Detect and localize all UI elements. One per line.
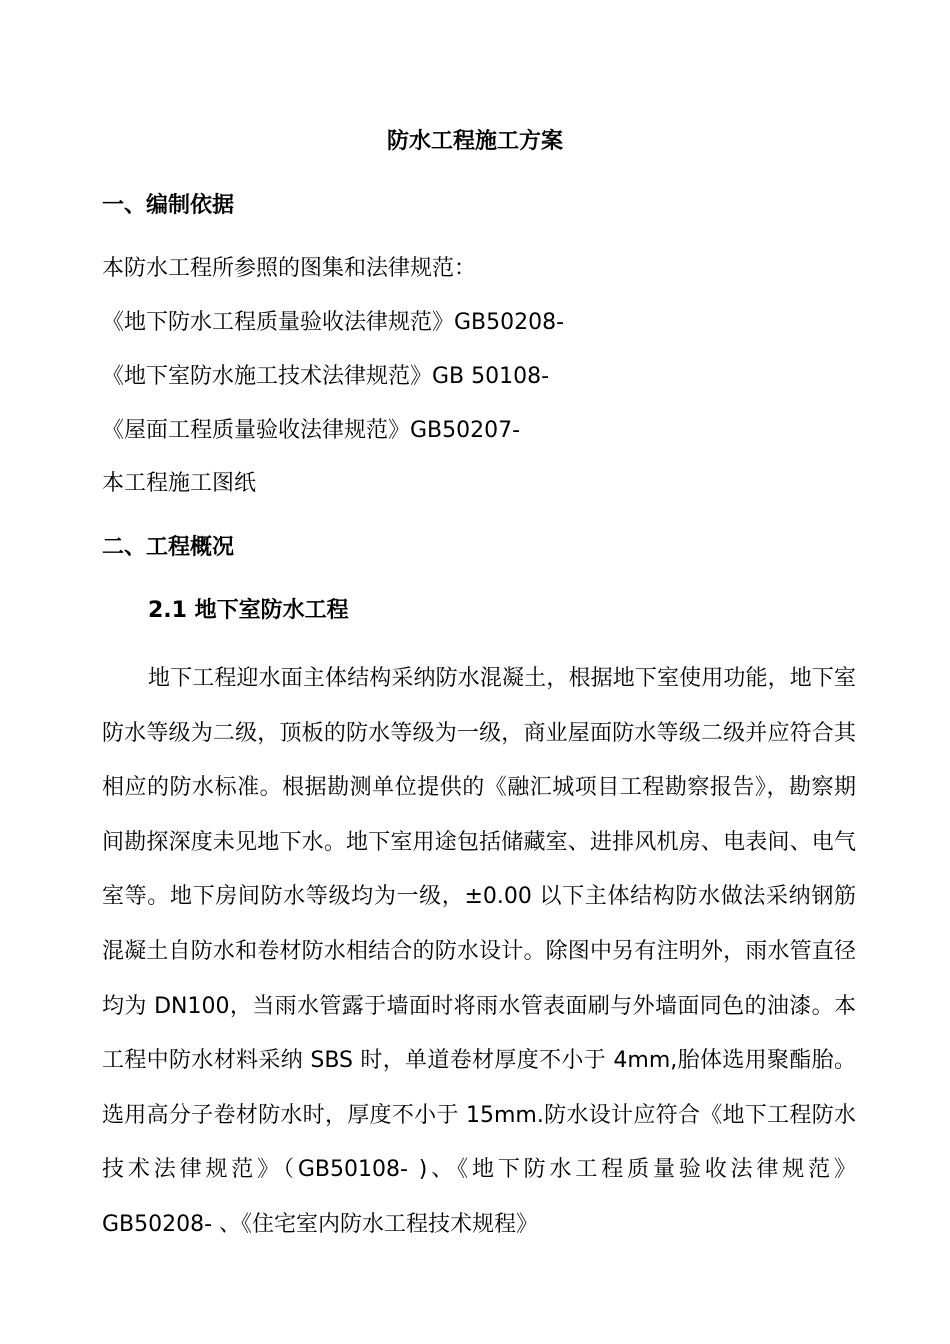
section-heading-overview: 二、工程概况: [102, 535, 235, 560]
reference-item: 本工程施工图纸: [102, 471, 257, 496]
section-heading-basis: 一、编制依据: [102, 193, 235, 218]
subsection-heading-basement: 2.1 地下室防水工程: [148, 598, 349, 623]
references-intro: 本防水工程所参照的图集和法律规范：: [102, 256, 477, 281]
document-title: 防水工程施工方案: [386, 129, 563, 154]
reference-item: 《屋面工程质量验收法律规范》GB50207-: [102, 418, 521, 443]
reference-item: 《地下室防水施工技术法律规范》GB 50108-: [102, 364, 550, 389]
body-paragraph: 地下工程迎水面主体结构采纳防水混凝土，根据地下室使用功能，地下室防水等级为二级，顶板的防水等级为一级，商业屋面防水等级二级并应符合其相应的防水标准。根据勘测单位提供的《融汇城项目工程勘察报告》，勘察期间勘探深度未见地下水。地下室用途包括储藏室、进排风机房、电表间、电气室等。地下房间防水等级均为一级，±0.00 以下主体结构防水做法采纳钢筋混凝土自防水和卷材防水相结合的防水设计。除图中另有注明外，雨水管直径均为 DN100，当雨水管露于墙面时将雨水管表面刷与外墙面同色的油漆。本工程中防水材料采纳 SBS 时，单道卷材厚度不小于 4mm,胎体选用聚酯胎。选用高分子卷材防水时，厚度不小于 15mm.防水设计应符合《地下工程防水技术法律规范》（GB50108- )、《地下防水工程质量验收法律规范》GB50208- 、《住宅室内防水工程技术规程》: [102, 666, 856, 1237]
reference-item: 《地下防水工程质量验收法律规范》GB50208-: [102, 310, 565, 335]
